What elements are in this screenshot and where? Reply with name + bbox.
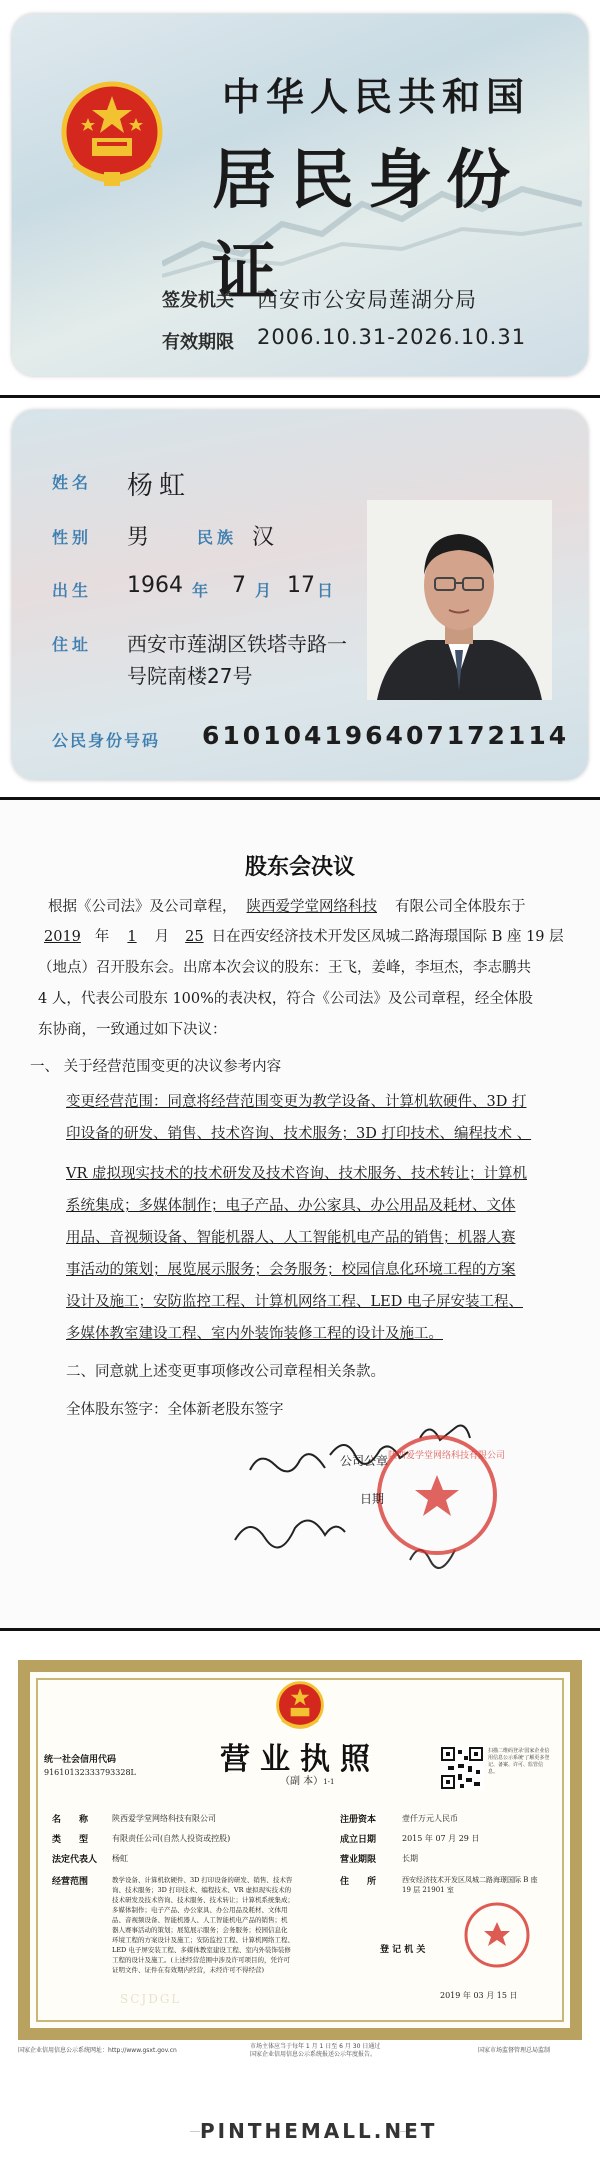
capital-value: 壹仟万元人民币 — [402, 1814, 458, 1823]
established-label: 成立日期 — [340, 1835, 377, 1845]
scope-line: 变更经营范围：同意将经营范围变更为教学设备、计算机软硬件、3D 打 — [66, 1094, 527, 1110]
license-footer-text: 国家企业信用信息公示系统网址： — [18, 2047, 109, 2054]
birth-month: 7 — [232, 573, 246, 598]
name-value: 陕西爱学堂网络科技有限公司 — [112, 1814, 216, 1823]
year-unit: 年 — [94, 929, 110, 945]
ethnic-value: 汉 — [252, 525, 275, 550]
text-line: 4 人，代表公司股东 100%的表决权，符合《公司法》及公司章程，经全体股 — [38, 991, 533, 1007]
credit-code-label: 统一社会信用代码 — [44, 1755, 117, 1765]
term-label: 营业期限 — [340, 1855, 377, 1865]
id-number-value: 610104196407172114 — [202, 721, 570, 750]
validity-label: 有效期限 — [162, 332, 234, 353]
scope-line: 多媒体制作；电子产品、办公家具、办公用品及耗材、文体用 — [112, 1906, 288, 1914]
issuer-label: 签发机关 — [162, 290, 234, 311]
month-unit: 月 — [154, 929, 170, 945]
issuer-value: 西安市公安局莲湖分局 — [257, 288, 477, 312]
watermark-text: SCJDGL — [120, 1992, 182, 2006]
name-value: 杨虹 — [127, 471, 192, 501]
divider — [0, 395, 600, 398]
capital-label: 注册资本 — [340, 1815, 377, 1825]
national-emblem-icon — [272, 1678, 328, 1734]
scope-line: 印设备的研发、销售、技术咨询、技术服务；3D 打印技术、编程技术 、 — [66, 1126, 532, 1142]
type-label: 类 型 — [52, 1835, 89, 1845]
license-title: 营业执照 — [220, 1742, 380, 1777]
divider — [0, 1628, 600, 1631]
national-emblem-icon — [52, 74, 172, 194]
scope-line: 器人赛事活动的策划；展览展示服务；会务服务；校园信息化 — [112, 1926, 288, 1934]
birth-month-unit: 月 — [255, 581, 272, 600]
copy-number: 1-1 — [323, 1778, 335, 1786]
meeting-day: 25 — [185, 929, 204, 945]
site-logo[interactable]: PINTHEMALL.NET — [200, 2119, 438, 2143]
validity-value: 2006.10.31-2026.10.31 — [257, 325, 527, 349]
address-line1: 西安市莲湖区铁塔寺路一 — [127, 632, 347, 656]
license-footer-url: http://www.gsxt.gov.cn — [108, 2047, 177, 2054]
scope-line: 工程的设计及施工。(上述经营范围中涉及许可项目的，凭许可 — [112, 1956, 291, 1964]
sex-label: 性别 — [52, 528, 93, 547]
ethnic-label: 民族 — [197, 528, 238, 547]
shareholder-resolution-document — [0, 800, 600, 1630]
id-card-front — [12, 14, 588, 376]
qr-caption: 扫描二维码登录'国家企业信用信息公示系统'了解更多登记、备案、许可、监管信息。 — [488, 1748, 550, 1775]
text-line: （地点）召开股东会。出席本次会议的股东：王飞，姜峰，李垣杰，李志鹏共 — [38, 960, 531, 976]
site-footer — [0, 2095, 600, 2181]
address-line1: 西安经济技术开发区凤城二路海璟国际 B 座 — [402, 1876, 538, 1884]
type-value: 有限责任公司(自然人投资或控股) — [112, 1834, 231, 1843]
address-line2: 号院南楼27号 — [127, 664, 253, 688]
address-label: 住址 — [52, 635, 93, 654]
scope-line: 证明文件、证件在有效期内经营，未经许可不得经营) — [112, 1966, 265, 1974]
portrait-photo — [367, 500, 552, 700]
registration-seal — [462, 1900, 532, 1970]
scope-line: LED 电子屏安装工程、多媒体教室建设工程、室内外装饰装修 — [112, 1946, 291, 1954]
business-license — [18, 1660, 582, 2040]
established-value: 2015 年 07 月 29 日 — [402, 1834, 480, 1843]
issue-month: 03 — [473, 1991, 484, 2000]
shareholder-signatures-label: 全体股东签字：全体新老股东签字 — [66, 1402, 284, 1418]
scope-line: 环境工程的方案设计及施工；安防监控工程、计算机网络工程、 — [112, 1936, 294, 1944]
meeting-year: 2019 — [44, 929, 81, 945]
meeting-month: 1 — [127, 929, 137, 945]
date-label: 日期 — [360, 1492, 385, 1506]
birth-label: 出生 — [52, 581, 93, 600]
day-unit: 日 — [509, 1991, 518, 2000]
card-title: 居民身份证 — [212, 143, 524, 310]
registration-authority-label: 登 记 机 关 — [380, 1945, 426, 1955]
sex-value: 男 — [127, 525, 150, 550]
qr-code-icon — [440, 1746, 484, 1790]
scope-line: 用品、音视频设备、智能机器人、人工智能机电产品的销售；机器人赛 — [66, 1230, 516, 1246]
seal-label: 公司公章 — [340, 1454, 389, 1468]
text-segment: 日在西安经济技术开发区凤城二路海璟国际 B 座 19 层 — [211, 929, 564, 945]
scope-line: 事活动的策划；展览展示服务；会务服务；校园信息化环境工程的方案 — [66, 1262, 516, 1278]
scope-line: 教学设备、计算机软硬件、3D 打印设备的研发、销售、技术咨 — [112, 1876, 293, 1884]
birth-year-unit: 年 — [192, 581, 209, 600]
scope-line: 询、技术服务；3D 打印技术、编程技术、VR 虚拟现实技术的 — [112, 1886, 292, 1894]
text-segment: 根据《公司法》及公司章程， — [48, 899, 237, 915]
scope-label: 经营范围 — [52, 1877, 89, 1887]
license-footer-notice: 市场主体应当于每年 1 月 1 日至 6 月 30 日通过 — [250, 2043, 381, 2050]
scope-line: 技术研发及技术咨询、技术服务、技术转让；计算机系统集成； — [112, 1896, 294, 1904]
resolution-title: 股东会决议 — [244, 854, 355, 880]
credit-code-value: 91610132333793328L — [44, 1768, 136, 1777]
license-footer-notice: 国家企业信用信息公示系统报送公示年度报告。 — [250, 2051, 377, 2058]
company-name: 陕西爱学堂网络科技 — [246, 899, 377, 915]
birth-day-unit: 日 — [317, 581, 334, 600]
birth-year: 1964 — [127, 573, 183, 598]
birth-day: 17 — [287, 573, 315, 598]
name-label: 名 称 — [52, 1815, 89, 1825]
text-line: 东协商，一致通过如下决议： — [38, 1022, 227, 1038]
resolution-item-2: 二、同意就上述变更事项修改公司章程相关条款。 — [66, 1364, 385, 1380]
scope-line: 品、音视频设备、智能机器人、人工智能机电产品的销售；机 — [112, 1916, 288, 1924]
scope-line: 系统集成；多媒体制作；电子产品、办公家具、办公用品及耗材、文体 — [66, 1198, 516, 1214]
id-number-label: 公民身份号码 — [52, 731, 161, 750]
id-card-back — [12, 410, 588, 780]
address-line2: 19 层 21901 室 — [402, 1886, 454, 1894]
seal-text: 陕西爱学堂网络科技有限公司 — [388, 1451, 506, 1461]
text-segment: 有限公司全体股东于 — [395, 899, 526, 915]
issue-year: 2019 — [440, 1991, 461, 2000]
scope-line: 设计及施工；安防监控工程、计算机网络工程、LED 电子屏安装工程、 — [66, 1294, 523, 1310]
name-label: 姓名 — [52, 473, 93, 492]
year-unit: 年 — [462, 1991, 471, 2000]
license-subtitle: （副 本） — [280, 1776, 324, 1787]
month-unit: 月 — [486, 1991, 495, 2000]
rep-label: 法定代表人 — [52, 1855, 98, 1865]
license-footer-issuer: 国家市场监督管理总局监制 — [478, 2047, 551, 2054]
rep-value: 杨虹 — [112, 1854, 128, 1863]
address-label: 住 所 — [340, 1877, 377, 1887]
scope-line: VR 虚拟现实技术的技术研发及技术咨询、技术服务、技术转让；计算机 — [66, 1166, 527, 1182]
country-name: 中华人民共和国 — [222, 74, 531, 119]
scope-line: 多媒体教室建设工程、室内外装饰装修工程的设计及施工。 — [66, 1326, 443, 1342]
resolution-item-1: 一、 关于经营范围变更的决议参考内容 — [30, 1059, 282, 1075]
issue-day: 15 — [496, 1991, 507, 2000]
term-value: 长期 — [402, 1854, 418, 1863]
